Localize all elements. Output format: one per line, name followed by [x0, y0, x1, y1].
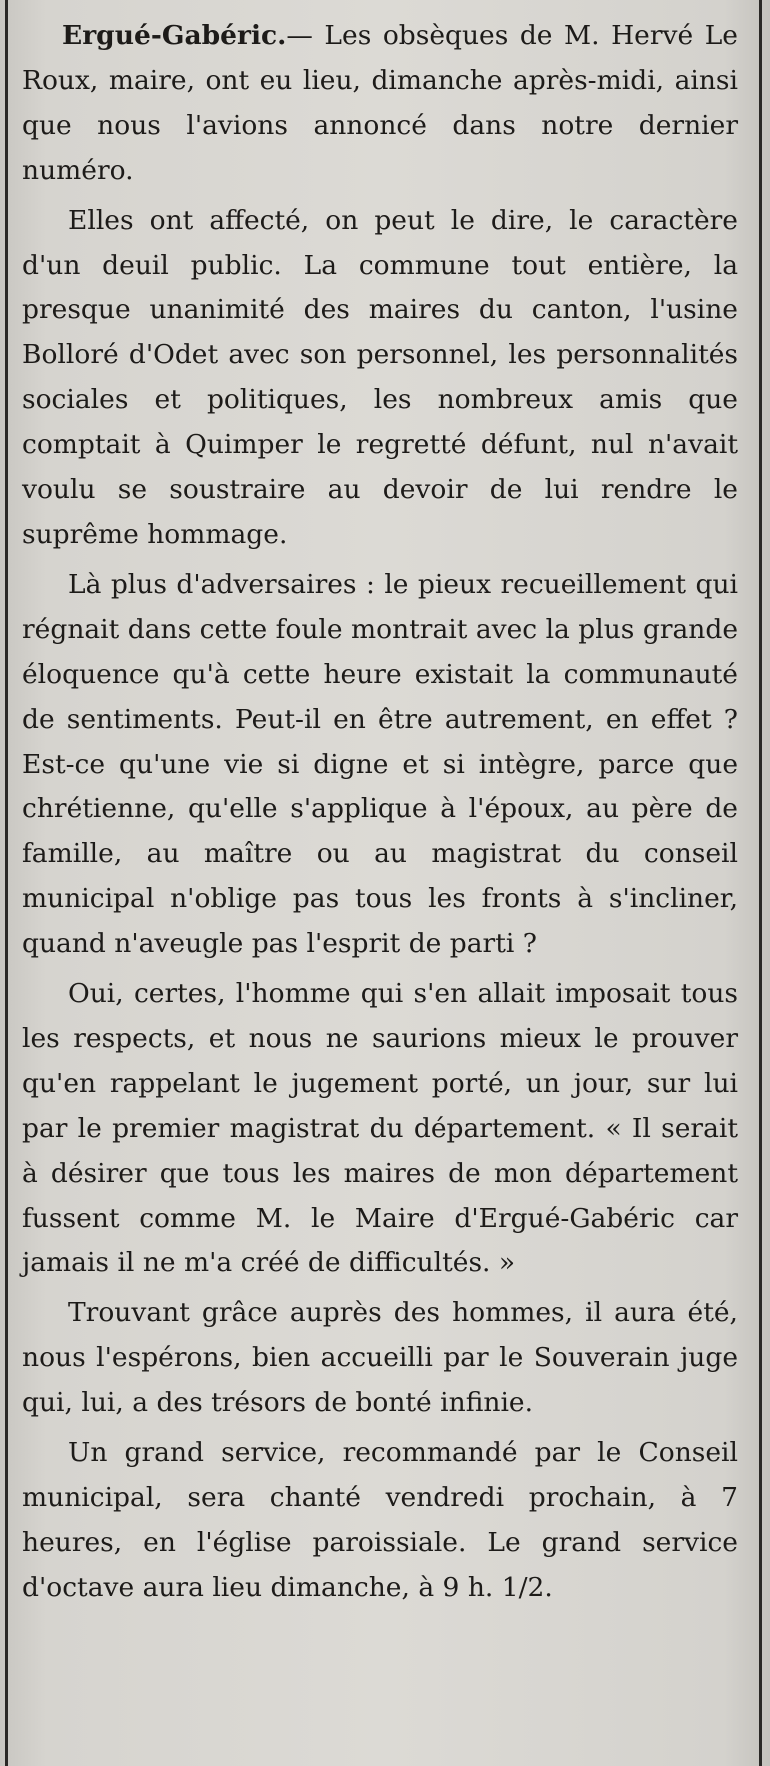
article-column [22, 0, 738, 1766]
article-paragraph-5: Trouvant grâce auprès des hommes, il aura été, nous l'espérons, bien accueilli par le Souverain juge qui, lui, a des trésors de bonté infinie. [22, 1297, 738, 1419]
article-paragraph-2: Elles ont affecté, on peut le dire, le caractère d'un deuil public. La commune tout entière, la presque unanimité des maires du canton, l'usine Bolloré d'Odet avec son personnel, les personnalités sociales et politiques, les nombreux amis que comptait à Quimper le regretté défunt, nul n'avait voulu se soustraire au devoir de lui rendre le suprême hommage. [22, 204, 738, 550]
left-column-rule [5, 0, 8, 1766]
right-column-rule [759, 0, 762, 1766]
article-paragraph-4: Oui, certes, l'homme qui s'en allait imposait tous les respects, et nous ne saurions mieux le prouver qu'en rappelant le jugement porté, un jour, sur lui par le premier magistrat du département. « Il serait à désirer que tous les maires de mon département fussent comme M. le Maire d'Ergué-Gabéric car jamais il ne m'a créé de difficultés. » [22, 978, 738, 1279]
article-paragraph-6: Un grand service, recommandé par le Conseil municipal, sera chanté vendredi prochain, à 7 heures, en l'église paroissiale. Le grand service d'octave aura lieu dimanche, à 9 h. 1/2. [22, 1437, 738, 1603]
article-paragraph-1-text: — Les obsèques de M. Hervé Le Roux, maire, ont eu lieu, dimanche après-midi, ainsi que nous l'avions annoncé dans notre dernier numéro. [22, 20, 738, 186]
article-paragraph-3: Là plus d'adversaires : le pieux recueillement qui régnait dans cette foule montrait avec la plus grande éloquence qu'à cette heure existait la communauté de sentiments. Peut-il en être autrement, en effet ? Est-ce qu'une vie si digne et si intègre, parce que chrétienne, qu'elle s'applique à l'époux, au père de famille, au maître ou au magistrat du conseil municipal n'oblige pas tous les fronts à s'incliner, quand n'aveugle pas l'esprit de parti ? [22, 568, 738, 960]
article-paragraph-1 [22, 14, 738, 194]
article-dateline: Ergué-Gabéric. [62, 20, 287, 51]
